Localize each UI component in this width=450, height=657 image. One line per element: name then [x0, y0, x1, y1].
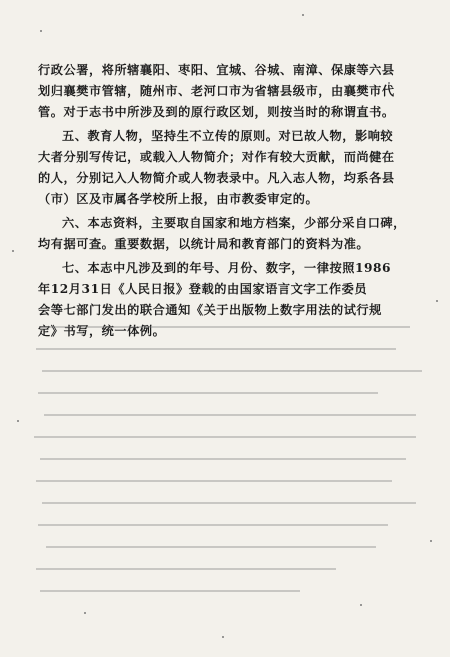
bleed-line	[36, 348, 396, 350]
scan-speck	[430, 540, 432, 542]
scan-speck	[222, 636, 224, 638]
bleed-line	[38, 392, 378, 394]
text-line: （市）区及市属各学校所上报，由市教委审定的。	[38, 192, 319, 206]
scan-speck	[360, 604, 362, 606]
bleed-line	[42, 502, 416, 504]
bleed-line	[40, 458, 406, 460]
scan-speck	[436, 300, 438, 302]
paragraph-five-start: 五、教育人物，坚持生不立传的原则。对已故人物，影响较	[62, 129, 394, 143]
paragraph-seven-start: 七、本志中凡涉及到的年号、月份、数字，一律按照1986	[62, 261, 392, 275]
text-line: 的人，分别记入人物简介或人物表录中。凡入志人物，均系各县	[38, 171, 395, 185]
text-line: 大者分别写传记，或载入人物简介；对作有较大贡献，而尚健在	[38, 150, 395, 164]
scan-speck	[302, 14, 304, 16]
text-line: 年12月31日《人民日报》登载的由国家语言文字工作委员	[38, 282, 368, 296]
bleed-line	[34, 436, 416, 438]
bleed-through-area	[30, 318, 430, 648]
text-line: 会等七部门发出的联合通知《关于出版物上数字用法的试行规	[38, 303, 382, 317]
bleed-line	[38, 524, 388, 526]
bleed-line	[40, 590, 300, 592]
bleed-line	[46, 546, 376, 548]
text-line: 定》书写，统一体例。	[38, 324, 166, 338]
text-line: 管。对于志书中所涉及到的原行政区划，则按当时的称谓直书。	[38, 105, 395, 119]
scan-speck	[40, 30, 42, 32]
bleed-line	[40, 326, 410, 328]
bleed-line	[36, 568, 336, 570]
text-line: 划归襄樊市管辖，随州市、老河口市为省辖县级市，由襄樊市代	[38, 84, 395, 98]
bleed-line	[44, 414, 416, 416]
scan-speck	[12, 250, 14, 252]
bleed-line	[42, 370, 422, 372]
text-line: 均有据可查。重要数据，以统计局和教育部门的资料为准。	[38, 237, 370, 251]
scan-speck	[17, 420, 19, 422]
paragraph-six-start: 六、本志资料，主要取自国家和地方档案，少部分采自口碑，	[62, 216, 406, 230]
scan-speck	[84, 612, 86, 614]
text-line: 行政公署，将所辖襄阳、枣阳、宜城、谷城、南漳、保康等六县	[38, 63, 395, 77]
bleed-line	[36, 480, 392, 482]
scan-speck	[388, 82, 390, 84]
page-text	[38, 60, 420, 342]
